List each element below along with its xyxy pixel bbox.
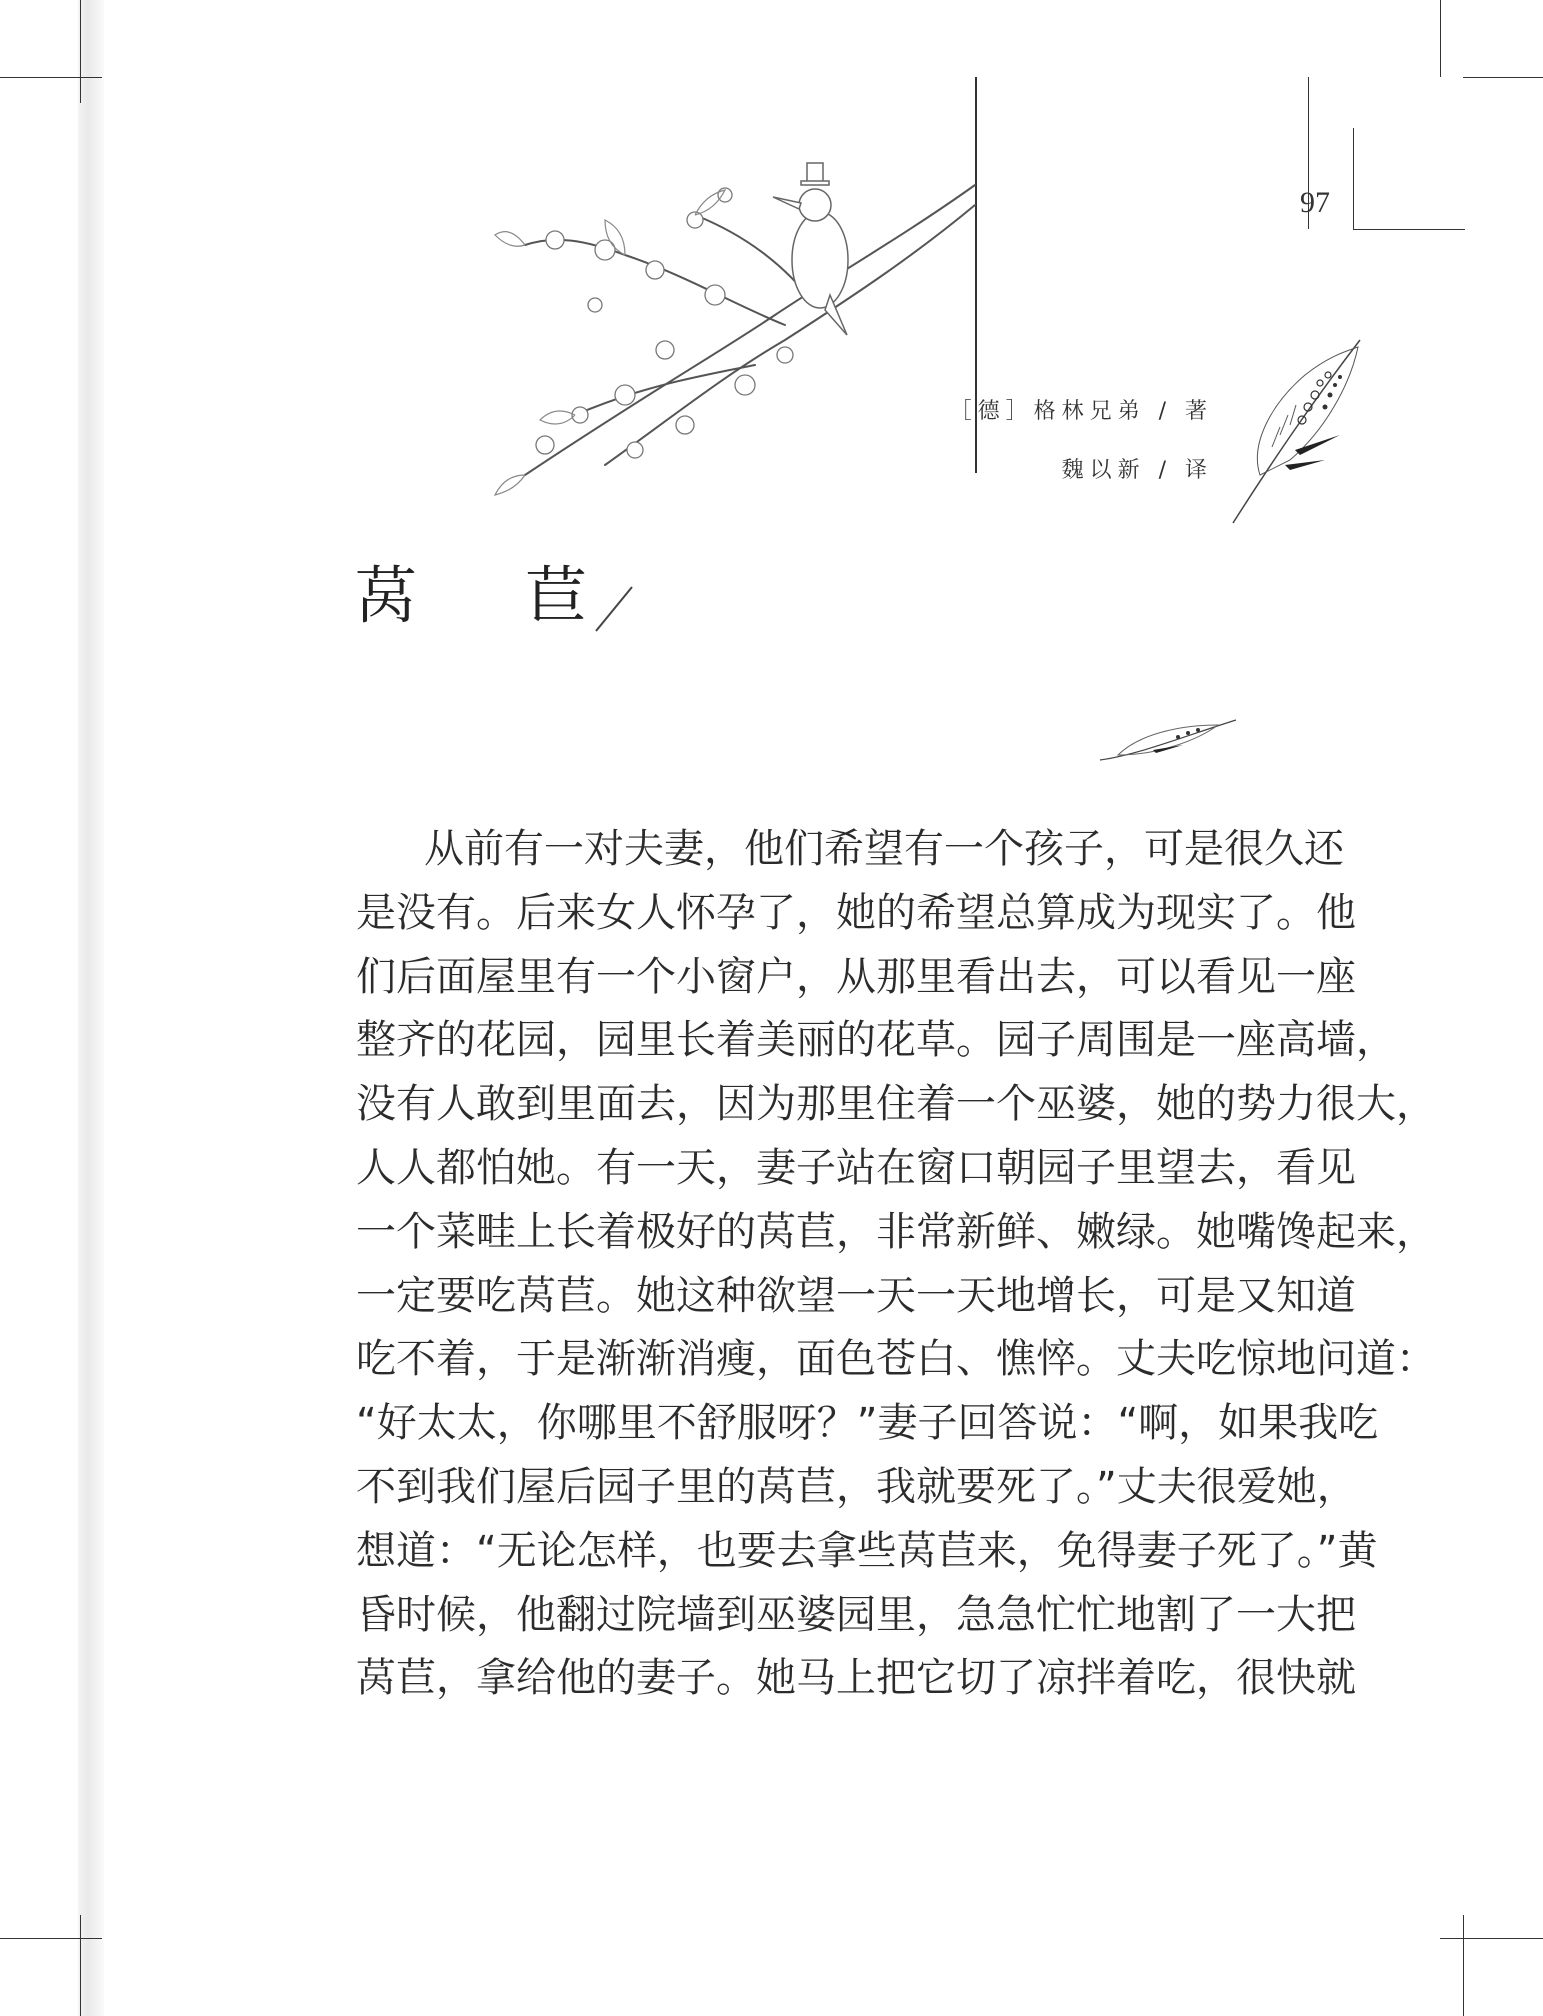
body-text-line: “好太太，你哪里不舒服呀？”妻子回答说：“啊，如果我吃 <box>356 1400 1379 1447</box>
small-feather-ornament <box>1098 715 1238 765</box>
translator-credit: 魏以新 / 译 <box>1061 458 1213 483</box>
body-text-line: 吃不着，于是渐渐消瘦，面色苍白、憔悴。丈夫吃惊地问道： <box>356 1336 1436 1383</box>
bird-on-branch-illustration <box>485 145 980 500</box>
body-text-line: 们后面屋里有一个小窗户，从那里看出去，可以看见一座 <box>356 953 1356 1000</box>
body-text-line: 昏时候，他翻过院墙到巫婆园里，急急忙忙地割了一大把 <box>356 1591 1356 1638</box>
page-number: 97 <box>1300 186 1330 219</box>
body-text-line: 人人都怕她。有一天，妻子站在窗口朝园子里望去，看见 <box>356 1145 1356 1191</box>
body-text-line: 想道：“无论怎样，也要去拿些莴苣来，免得妻子死了。”黄 <box>356 1527 1378 1574</box>
page-edge-texture <box>78 0 104 2016</box>
blossoms <box>536 188 793 458</box>
author-credit: ［德］格林兄弟 / 著 <box>949 399 1213 424</box>
title-slash <box>594 585 634 633</box>
body-text-line: 莴苣，拿给他的妻子。她马上把它切了凉拌着吃，很快就 <box>356 1655 1356 1702</box>
body-text-line: 从前有一对夫妻，他们希望有一个孩子，可是很久还 <box>424 826 1344 872</box>
body-text-line: 是没有。后来女人怀孕了，她的希望总算成为现实了。他 <box>356 889 1356 936</box>
title-char-1: 莴 <box>355 559 418 632</box>
title-char-2: 苣 <box>525 559 588 632</box>
feather-illustration <box>1230 335 1365 525</box>
leaves <box>495 190 725 495</box>
body-text-line: 一定要吃莴苣。她这种欲望一天一天地增长，可是又知道 <box>356 1272 1356 1319</box>
body-text-line: 整齐的花园，园里长着美丽的花草。园子周围是一座高墙， <box>356 1017 1396 1064</box>
body-text-line: 没有人敢到里面去，因为那里住着一个巫婆，她的势力很大， <box>356 1081 1436 1128</box>
body-text-line: 不到我们屋后园子里的莴苣，我就要死了。”丈夫很爱她， <box>356 1464 1357 1510</box>
body-text-line: 一个菜畦上长着极好的莴苣，非常新鲜、嫩绿。她嘴馋起来， <box>356 1208 1436 1255</box>
